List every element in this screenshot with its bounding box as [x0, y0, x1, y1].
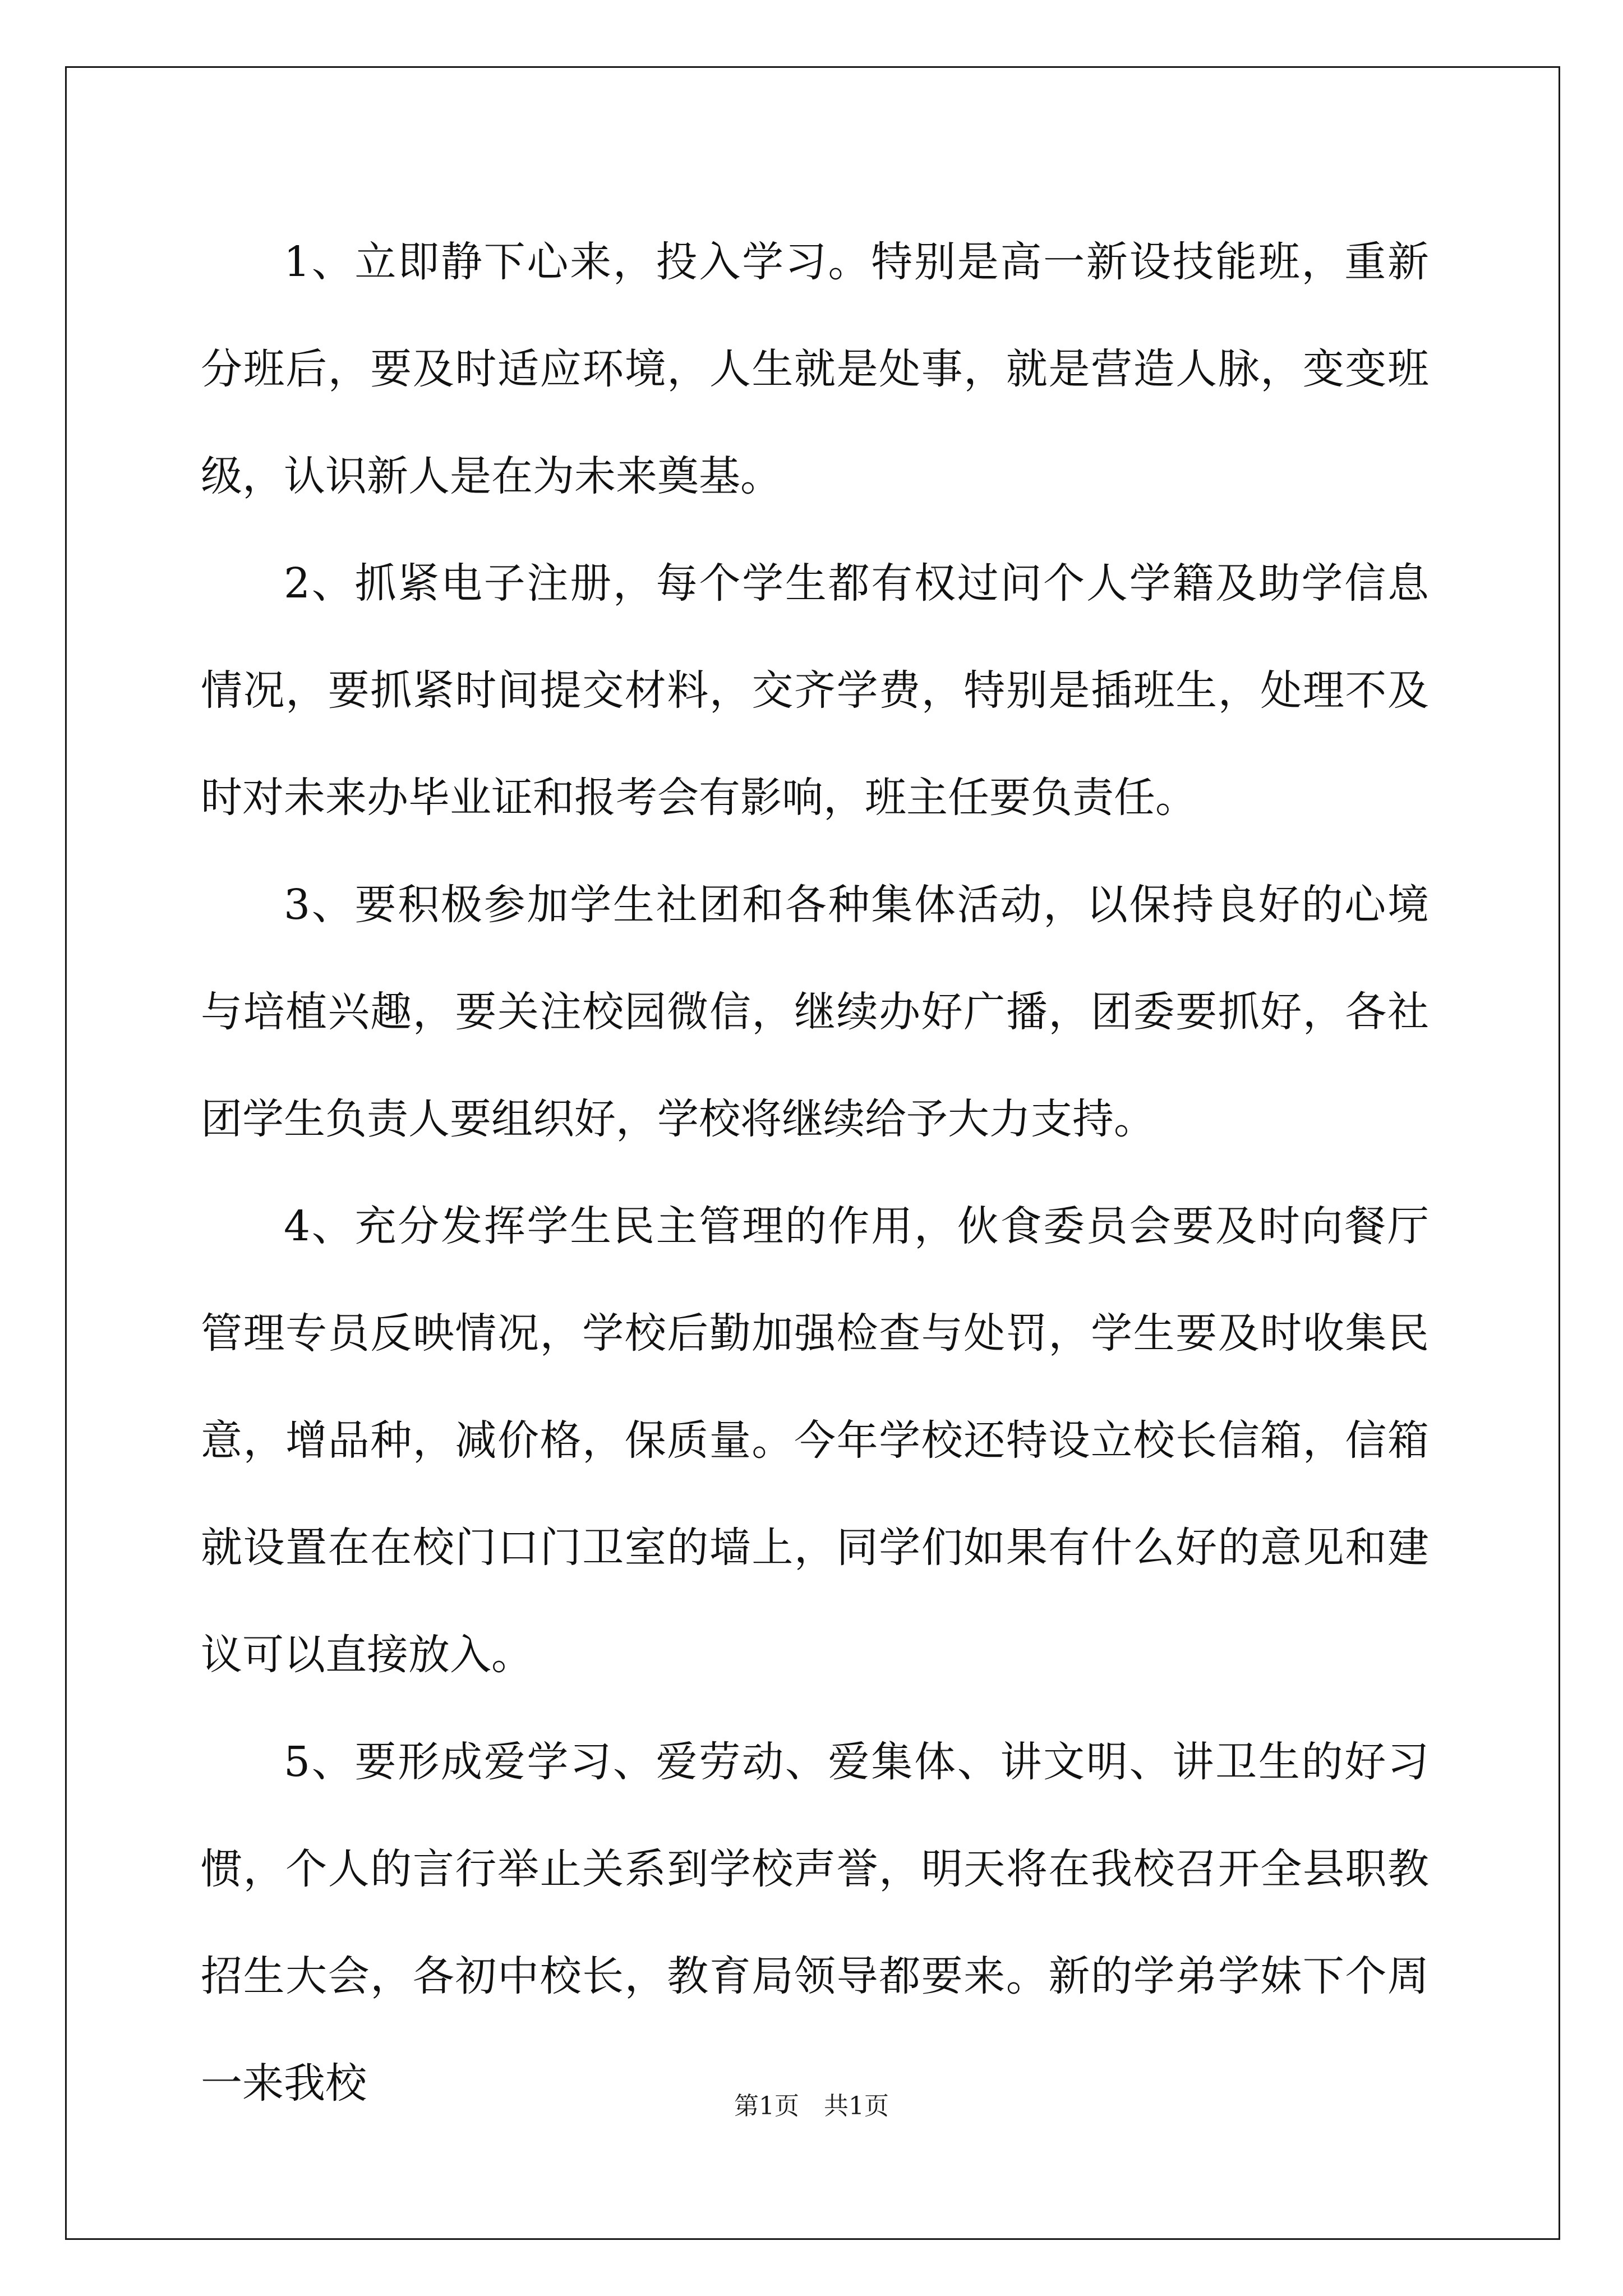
paragraph-1: 1、立即静下心来，投入学习。特别是高一新设技能班，重新分班后，要及时适应环境，人生就是处事，就是营造人脉，变变班级，认识新人是在为未来奠基。: [201, 238, 1429, 500]
document-body: [201, 209, 1429, 2137]
paragraph-4: 4、充分发挥学生民主管理的作用，伙食委员会要及时向餐厅管理专员反映情况，学校后勤加强检查与处罚，学生要及时收集民意，增品种，减价格，保质量。今年学校还特设立校长信箱，信箱就设置在在校门口门卫室的墙上，同学们如果有什么好的意见和建议可以直接放入。: [201, 1202, 1429, 1679]
paragraph-3: 3、要积极参加学生社团和各种集体活动，以保持良好的心境与培植兴趣，要关注校园微信，继续办好广播，团委要抓好，各社团学生负责人要组织好，学校将继续给予大力支持。: [201, 881, 1429, 1143]
paragraph-2: 2、抓紧电子注册，每个学生都有权过问个人学籍及助学信息情况，要抓紧时间提交材料，交齐学费，特别是插班生，处理不及时对未来办毕业证和报考会有影响，班主任要负责任。: [201, 559, 1429, 822]
page-number-footer: 第1页 共1页: [734, 2092, 889, 2120]
paragraph-5: 5、要形成爱学习、爱劳动、爱集体、讲文明、讲卫生的好习惯，个人的言行举止关系到学校声誉，明天将在我校召开全县职教招生大会，各初中校长，教育局领导都要来。新的学弟学妹下个周一来我校: [201, 1738, 1429, 2108]
